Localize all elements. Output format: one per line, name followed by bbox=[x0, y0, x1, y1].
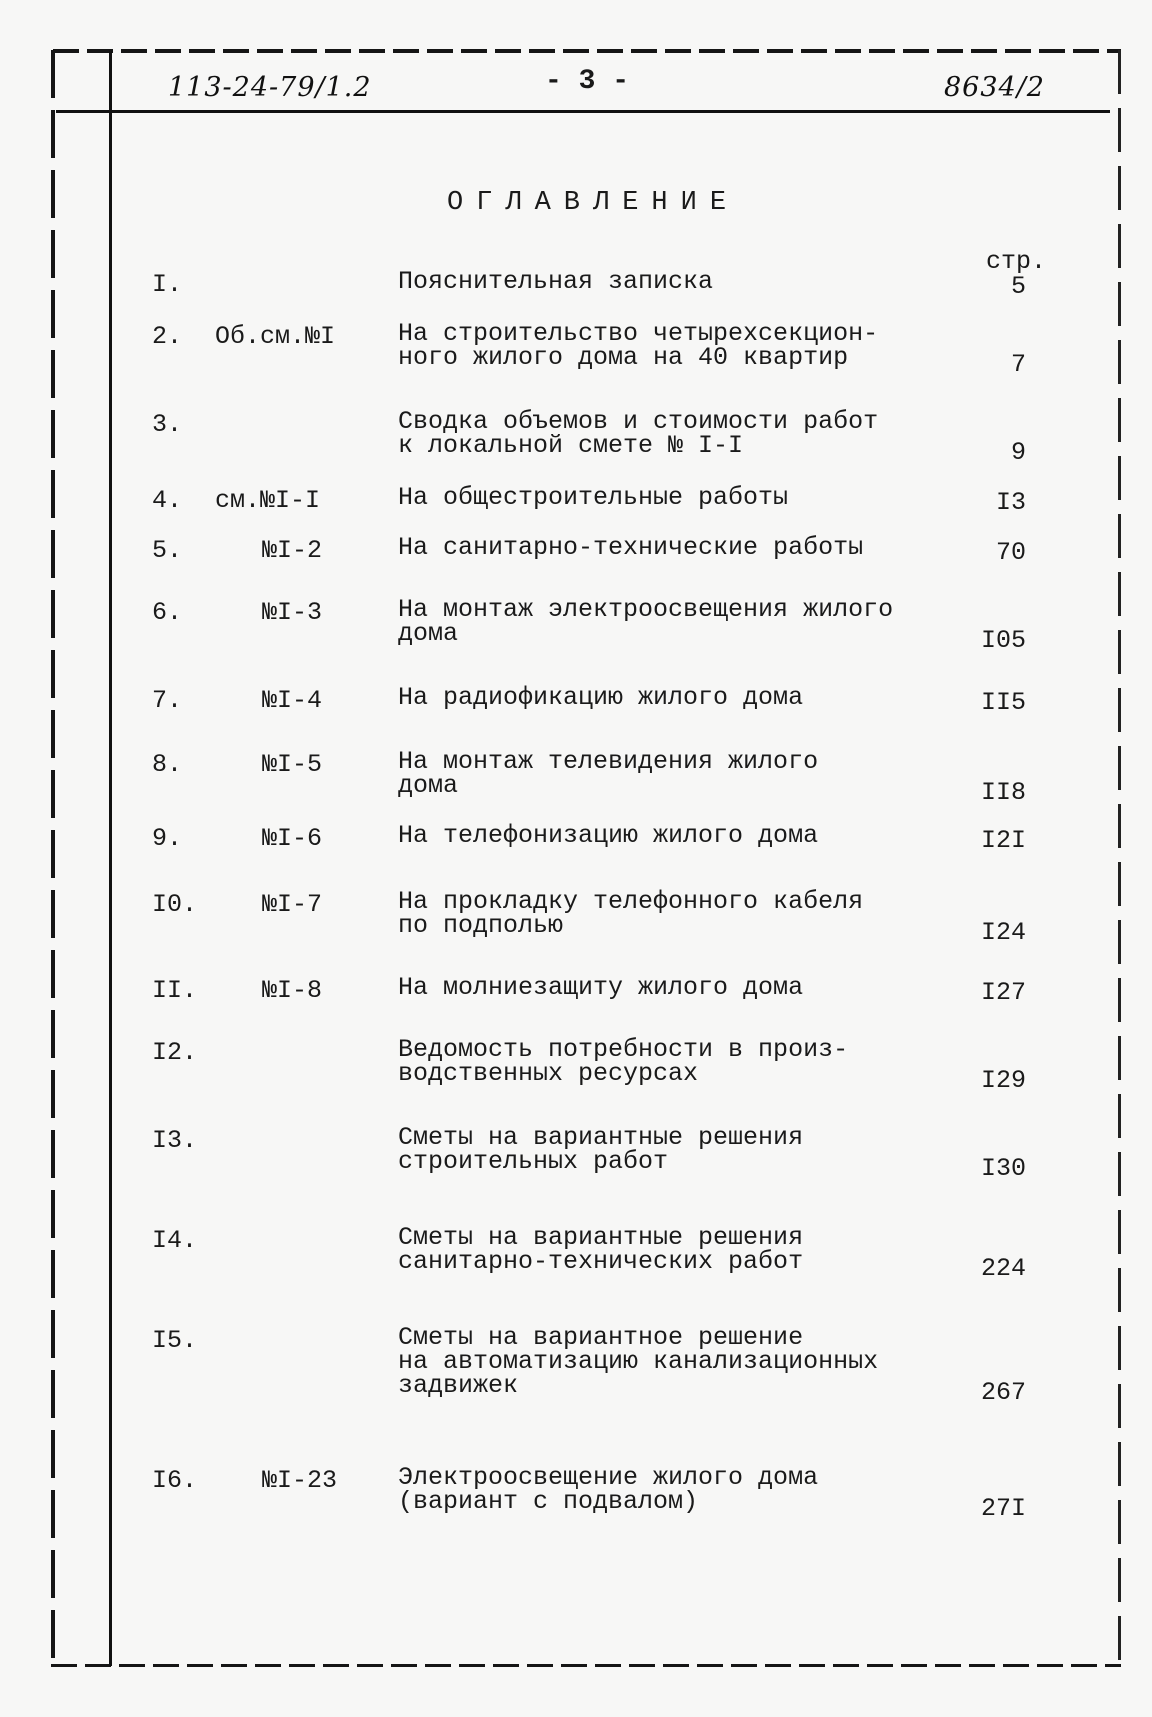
entry-page: II5 bbox=[980, 688, 1026, 717]
frame-left-border bbox=[51, 50, 55, 1667]
estimate-code: Об.см.№I bbox=[215, 322, 336, 351]
entry-title bbox=[398, 595, 894, 648]
entry-title-line: ного жилого дома на 40 квартир bbox=[398, 343, 849, 372]
entry-page: I29 bbox=[980, 1066, 1026, 1095]
entry-page: 5 bbox=[1010, 272, 1026, 301]
entry-number: 9. bbox=[152, 824, 183, 853]
entry-title-line: Пояснительная записка bbox=[398, 267, 714, 296]
entry-number: 2. bbox=[152, 322, 183, 351]
frame-top-border bbox=[53, 49, 1121, 53]
entry-page: I3 bbox=[995, 488, 1026, 517]
entry-page: 9 bbox=[1010, 438, 1026, 467]
entry-title-line: На радиофикацию жилого дома bbox=[398, 683, 804, 712]
entry-number: 8. bbox=[152, 750, 183, 779]
entry-title-line: строительных работ bbox=[398, 1147, 669, 1176]
estimate-code: №I-3 bbox=[262, 598, 323, 627]
entry-title-line: водственных ресурсах bbox=[398, 1059, 699, 1088]
entry-number: I. bbox=[152, 270, 183, 299]
entry-title bbox=[398, 887, 864, 940]
entry-title-line: (вариант с подвалом) bbox=[398, 1487, 699, 1516]
entry-title bbox=[398, 1323, 879, 1400]
entry-title-line: На санитарно-технические работы bbox=[398, 533, 864, 562]
frame-right-border bbox=[1118, 50, 1121, 1667]
entry-title bbox=[398, 683, 804, 712]
entry-title-line: дома bbox=[398, 619, 459, 648]
entry-title-line: На строительство четырехсекцион- bbox=[398, 319, 879, 348]
estimate-code: №I-8 bbox=[262, 976, 323, 1005]
page-title: ОГЛАВЛЕНИЕ bbox=[447, 188, 740, 218]
entry-title bbox=[398, 319, 879, 372]
entry-number: I0. bbox=[152, 890, 198, 919]
entry-page: 70 bbox=[995, 538, 1026, 567]
entry-number: 5. bbox=[152, 536, 183, 565]
entry-title-line: На общестроительные работы bbox=[398, 483, 789, 512]
entry-title bbox=[398, 483, 789, 512]
entry-title-line: Электроосвещение жилого дома bbox=[398, 1463, 819, 1492]
entry-title-line: Сметы на вариантное решение bbox=[398, 1323, 804, 1352]
entry-title-line: по подполью bbox=[398, 911, 564, 940]
entry-title-line: дома bbox=[398, 771, 459, 800]
entry-title-line: санитарно-технических работ bbox=[398, 1247, 804, 1276]
estimate-code: см.№I-I bbox=[215, 486, 321, 515]
entry-title-line: На молниезащиту жилого дома bbox=[398, 973, 804, 1002]
entry-title-line: задвижек bbox=[398, 1371, 519, 1400]
entry-title-line: Сметы на вариантные решения bbox=[398, 1123, 804, 1152]
entry-title-line: На телефонизацию жилого дома bbox=[398, 821, 819, 850]
entry-title bbox=[398, 267, 714, 296]
entry-number: 6. bbox=[152, 598, 183, 627]
entry-number: 4. bbox=[152, 486, 183, 515]
entry-title bbox=[398, 821, 819, 850]
entry-number: I6. bbox=[152, 1466, 198, 1495]
entry-number: I4. bbox=[152, 1226, 198, 1255]
entry-title bbox=[398, 1035, 849, 1088]
entry-title bbox=[398, 747, 819, 800]
page-number: - 3 - bbox=[545, 66, 630, 97]
estimate-code: №I-6 bbox=[262, 824, 323, 853]
entry-page: 224 bbox=[980, 1254, 1026, 1283]
estimate-code: №I-2 bbox=[262, 536, 323, 565]
entry-title bbox=[398, 1223, 804, 1276]
entry-page: 7 bbox=[1010, 350, 1026, 379]
frame-inner-vertical-line bbox=[109, 50, 112, 1666]
entry-number: 3. bbox=[152, 410, 183, 439]
frame-bottom-border bbox=[51, 1664, 1121, 1667]
entry-number: I5. bbox=[152, 1326, 198, 1355]
entry-number: I2. bbox=[152, 1038, 198, 1067]
entry-page: I2I bbox=[980, 826, 1026, 855]
entry-page: 27I bbox=[980, 1494, 1026, 1523]
entry-title-line: Ведомость потребности в произ- bbox=[398, 1035, 849, 1064]
entry-title-line: На прокладку телефонного кабеля bbox=[398, 887, 864, 916]
entry-page: I24 bbox=[980, 918, 1026, 947]
entry-title-line: На монтаж электроосвещения жилого bbox=[398, 595, 894, 624]
entry-title-line: На монтаж телевидения жилого bbox=[398, 747, 819, 776]
entry-number: I3. bbox=[152, 1126, 198, 1155]
estimate-code: №I-23 bbox=[262, 1466, 338, 1495]
entry-number: 7. bbox=[152, 686, 183, 715]
entry-title-line: к локальной смете № I-I bbox=[398, 431, 744, 460]
doc-code: 113-24-79/1.2 bbox=[168, 72, 372, 103]
page-column-label: стр. bbox=[986, 247, 1047, 276]
inventory-number: 8634/2 bbox=[944, 72, 1045, 103]
entry-page: 267 bbox=[980, 1378, 1026, 1407]
entry-title bbox=[398, 1123, 804, 1176]
entry-title-line: на автоматизацию канализационных bbox=[398, 1347, 879, 1376]
entry-title bbox=[398, 1463, 819, 1516]
entry-title bbox=[398, 973, 804, 1002]
entry-number: II. bbox=[152, 976, 198, 1005]
header-rule bbox=[56, 110, 1110, 113]
entry-title-line: Сводка объемов и стоимости работ bbox=[398, 407, 879, 436]
estimate-code: №I-7 bbox=[262, 890, 323, 919]
entry-page: I05 bbox=[980, 626, 1026, 655]
entry-title-line: Сметы на вариантные решения bbox=[398, 1223, 804, 1252]
estimate-code: №I-4 bbox=[262, 686, 323, 715]
entry-page: I27 bbox=[980, 978, 1026, 1007]
entry-page: II8 bbox=[980, 778, 1026, 807]
entry-title bbox=[398, 407, 879, 460]
entry-page: I30 bbox=[980, 1154, 1026, 1183]
entry-title bbox=[398, 533, 864, 562]
estimate-code: №I-5 bbox=[262, 750, 323, 779]
